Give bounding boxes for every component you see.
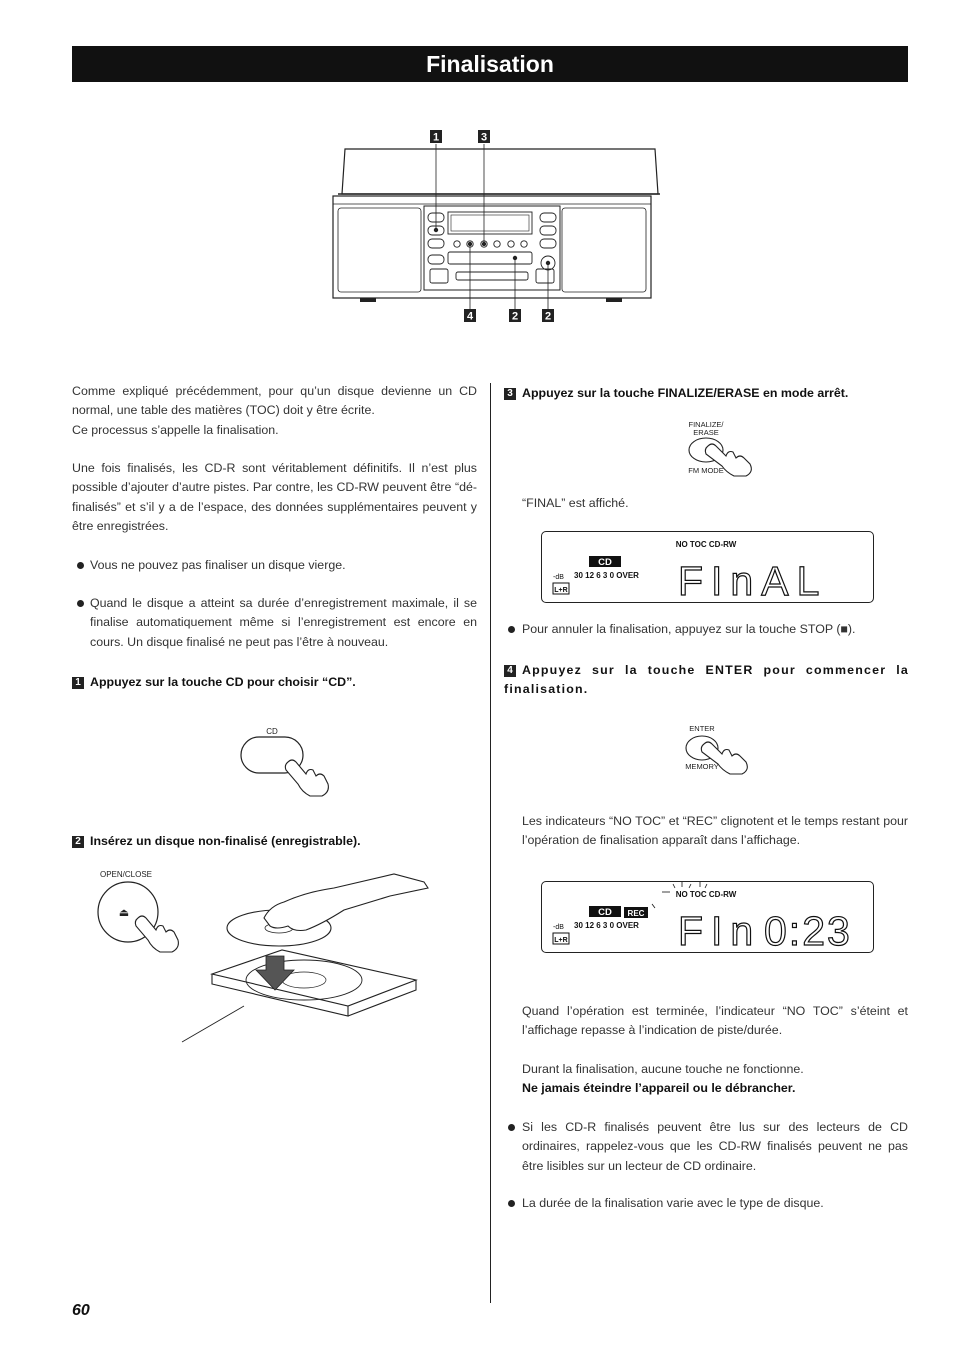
- lcd-top-indicators: NO TOC CD-RW: [675, 890, 737, 899]
- page-title: Finalisation: [72, 46, 908, 82]
- lcd-main-text: FIn: [678, 908, 762, 952]
- callout-1: 1: [432, 131, 440, 144]
- callout-3: 3: [480, 131, 488, 144]
- eject-icon: ⏏: [118, 907, 130, 919]
- callout-4: 4: [466, 310, 474, 323]
- step-3-text: Appuyez sur la touche FINALIZE/ERASE en mode arrêt.: [522, 386, 849, 400]
- lcd-level-scale: 30 12 6 3 0 OVER: [574, 921, 639, 930]
- enter-label: ENTER: [689, 724, 715, 733]
- intro-paragraph-3: Une fois finalisés, les CD-R sont véritablement définitifs. Il n’est plus possible d’ajouter d’autre pistes. Par contre, les CD-RW peuvent être “dé-finalisés” et s’il y a de l’espace, des données supplémentaires peuvent y être enregistrées.: [72, 461, 477, 533]
- finalize-label-2: ERASE: [693, 428, 719, 437]
- step-2-text: Insérez un disque non-finalisé (enregistrable).: [90, 834, 361, 848]
- column-divider: [490, 383, 491, 1303]
- finalize-label-1: FINALIZE/: [688, 420, 724, 429]
- device-illustration: [320, 126, 660, 326]
- lcd-db-label: -dB: [553, 924, 564, 931]
- cd-button-illustration: [236, 722, 336, 798]
- lcd-rec-indicator: REC: [627, 909, 645, 918]
- step-4-number: 4: [504, 665, 516, 677]
- step-1-number: 1: [72, 677, 84, 689]
- intro-paragraph-1: Comme expliqué précédemment, pour qu’un disque devienne un CD normal, une table des matières (TOC) doit y être écrite.: [72, 384, 477, 418]
- lcd-display-final: [541, 531, 874, 603]
- bullet-dot: [508, 1200, 515, 1207]
- bullet-cancel: Pour annuler la finalisation, appuyez sur la touche STOP (■).: [522, 622, 856, 636]
- lcd-cd-indicator: CD: [598, 557, 612, 568]
- done-paragraph: Quand l’opération est terminée, l’indicateur “NO TOC” s’éteint et l’affichage repasse à l’indication de piste/durée.: [522, 1004, 908, 1038]
- step-3-number: 3: [504, 388, 516, 400]
- lcd-display-countdown: [541, 881, 874, 953]
- page-number: 60: [72, 1302, 90, 1319]
- step-2-number: 2: [72, 836, 84, 848]
- indicators-paragraph: Les indicateurs “NO TOC” et “REC” clignotent et le temps restant pour l’opération de finalisation apparaît dans l’affichage.: [522, 814, 908, 848]
- during-finalization-text: Durant la finalisation, aucune touche ne fonctionne.: [522, 1062, 804, 1076]
- warning-text: Ne jamais éteindre l’appareil ou le débrancher.: [522, 1081, 796, 1095]
- bullet-dot: [508, 626, 515, 633]
- lcd-time-remaining: 0:23: [764, 908, 852, 952]
- enter-button-illustration: [676, 720, 766, 776]
- lcd-main-text: FInAL: [678, 558, 828, 602]
- lcd-db-label: -dB: [553, 574, 564, 581]
- memory-label: MEMORY: [685, 762, 719, 771]
- lcd-cd-indicator: CD: [598, 907, 612, 918]
- step-4-text: Appuyez sur la touche ENTER pour commencer la finalisation.: [504, 663, 909, 697]
- bullet-cdr-compat: Si les CD-R finalisés peuvent être lus sur des lecteurs de CD ordinaires, rappelez-vous que les CD-RW finalisés peuvent ne pas être lisibles sur un lecteur de CD ordinaire.: [522, 1120, 908, 1173]
- bullet-dot: [77, 600, 84, 607]
- cd-button-label: CD: [266, 727, 278, 736]
- final-shown-text: “FINAL” est affiché.: [522, 496, 629, 510]
- bullet-dot: [508, 1124, 515, 1131]
- fm-mode-label: FM MODE: [688, 466, 724, 475]
- bullet-auto-finalize: Quand le disque a atteint sa durée d’enregistrement maximale, il se finalise automatiquement même si l’enregistrement est encore en cours. Un disque finalisé ne peut pas l’être à nouveau.: [90, 596, 477, 649]
- open-close-label: OPEN/CLOSE: [99, 870, 153, 879]
- lcd-level-scale: 30 12 6 3 0 OVER: [574, 571, 639, 580]
- callout-2a: 2: [511, 310, 519, 323]
- step-1: [72, 673, 477, 692]
- bullet-duration: La durée de la finalisation varie avec le type de disque.: [522, 1196, 824, 1210]
- callout-2b: 2: [544, 310, 552, 323]
- disc-insert-illustration: [94, 866, 434, 1046]
- intro-paragraph-2: Ce processus s’appelle la finalisation.: [72, 423, 279, 437]
- lcd-top-indicators: NO TOC CD-RW: [675, 540, 737, 549]
- step-2: [72, 832, 477, 851]
- step-3: [504, 384, 909, 403]
- step-1-text: Appuyez sur la touche CD pour choisir “CD”.: [90, 675, 356, 689]
- step-4: [504, 661, 909, 700]
- bullet-dot: [77, 562, 84, 569]
- lcd-lr-indicator: L+R: [554, 937, 568, 944]
- lcd-lr-indicator: L+R: [554, 587, 568, 594]
- bullet-blank-disc: Vous ne pouvez pas finaliser un disque vierge.: [90, 558, 346, 572]
- finalize-button-illustration: [674, 416, 768, 478]
